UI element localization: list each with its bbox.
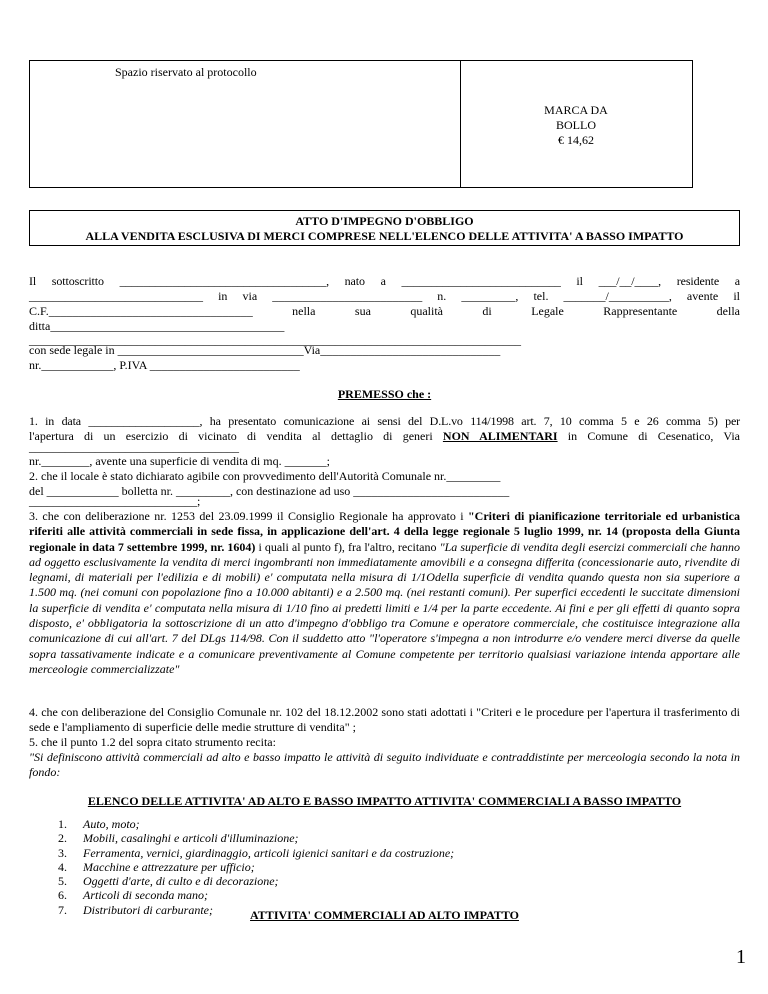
- premesso-heading: PREMESSO che :: [337, 387, 432, 401]
- list-item: [29, 860, 740, 874]
- list-item: [29, 831, 740, 845]
- p1-text-c: in Comune di Cesenatico, Via: [557, 429, 740, 443]
- intro-line-5: __________________________________________________________________________________: [29, 333, 521, 347]
- list-item-number: 4.: [58, 859, 67, 874]
- p1-text-a: l'apertura di un esercizio di vicinato di vendita al dettaglio di generi: [29, 429, 443, 443]
- protocol-box: [29, 60, 693, 188]
- list-item-number: 2.: [58, 831, 67, 846]
- p1-non-alimentari: NON ALIMENTARI: [442, 429, 558, 443]
- p5-line-1: 5. che il punto 1.2 del sopra citato strumento recita:: [29, 735, 276, 749]
- high-impact-heading: ATTIVITA' COMMERCIALI AD ALTO IMPATTO: [250, 908, 519, 922]
- p2-line-2: del ____________ bolletta nr. _________, con destinazione ad uso __________________________: [29, 484, 510, 498]
- p3-mid: i quali al punto f), fra l'altro, recitano: [255, 539, 440, 554]
- stamp-line-3: € 14,62: [558, 133, 594, 147]
- list-item-text: Mobili, casalinghi e articoli d'illuminazione;: [83, 831, 299, 846]
- p4-paragraph: 4. che con deliberazione del Consiglio Comunale nr. 102 del 18.12.2002 sono stati adottati i "Criteri e le procedure per l'apertura il trasferimento di sede e l'ampliamento di superficie delle medie strutture di vendita" ;: [29, 705, 740, 735]
- list-item: [29, 817, 740, 831]
- p3-paragraph: [29, 509, 740, 677]
- title-line-1: ATTO D'IMPEGNO D'OBBLIGO: [295, 214, 474, 228]
- list-item-text: Articoli di seconda mano;: [83, 888, 208, 903]
- low-impact-list: [29, 817, 740, 917]
- p5-quote: "Si definiscono attività commerciali ad alto e basso impatto le attività di seguito individuate e contraddistinte per merceologia secondo la nota in fondo:: [29, 750, 740, 780]
- intro-line-6: con sede legale in _______________________________Via______________________________: [29, 343, 501, 357]
- list-item-text: Oggetti d'arte, di culto e di decorazione;: [83, 874, 279, 889]
- intro-line-7: nr.____________, P.IVA _________________________: [29, 358, 300, 372]
- list-item: [29, 874, 740, 888]
- stamp-line-2: BOLLO: [556, 118, 596, 132]
- title-line-2: ALLA VENDITA ESCLUSIVA DI MERCI COMPRESE NELL'ELENCO DELLE ATTIVITA' A BASSO IMPATTO: [85, 229, 684, 243]
- intro-line-3: C.F.__________________________________ nella sua qualità di Legale Rappresentante della: [29, 304, 740, 318]
- list-item-number: 1.: [58, 817, 67, 831]
- list-item-number: 7.: [58, 902, 67, 917]
- page-number: 1: [736, 946, 746, 968]
- stamp-area: [460, 103, 692, 148]
- title-box: [29, 210, 740, 246]
- p2-line-3: ____________________________;: [29, 494, 201, 508]
- intro-line-2: _____________________________ in via _________________________ n. _________, tel. _______/__________, avente il: [29, 289, 740, 303]
- list-item-text: Distributori di carburante;: [83, 902, 214, 917]
- list-item-number: 3.: [58, 845, 67, 860]
- list-item: [29, 888, 740, 902]
- intro-line-4: ditta_______________________________________: [29, 319, 285, 333]
- list-item-number: 5.: [58, 874, 67, 889]
- list-item: [29, 846, 740, 860]
- list-heading: ELENCO DELLE ATTIVITA' AD ALTO E BASSO IMPATTO ATTIVITA' COMMERCIALI A BASSO IMPATTO: [87, 794, 682, 808]
- protocol-label: Spazio riservato al protocollo: [115, 65, 257, 79]
- list-item-number: 6.: [58, 888, 67, 903]
- p1-line-4: nr.________, avente una superficie di vendita di mq. _______;: [29, 454, 330, 468]
- p3-lead: 3. che con deliberazione nr. 1253 del 23.09.1999 il Consiglio Regionale ha approvato i: [29, 509, 468, 523]
- intro-line-1: Il sottoscritto ___________________________________, nato a ___________________________ il ___/__/____, residente a: [29, 274, 740, 288]
- list-item-text: Ferramenta, vernici, giardinaggio, articoli igienici sanitari e da costruzione;: [83, 845, 455, 860]
- stamp-line-1: MARCA DA: [544, 103, 608, 117]
- list-item-text: Auto, moto;: [83, 817, 140, 831]
- p3-quote: "La superficie di vendita degli esercizi commerciali che hanno ad oggetto esclusivamente la vendita di merci ingombranti non immediatamente amovibili e a consegna differita (concessionarie auto, rivendite di legnami, di materiali per l'edilizia e di mobili) e' computata nella misura di 1/1Odella superficie di vendita quando questa non sia superiore a 1.500 mq. (nei comuni con popolazione fino a 10.000 abitanti) e a 2.500 mq. (nei restanti comuni). Per superfici eccedenti le succitate dimensioni la superficie di vendita e' computata nella misura di 1/10 fino ai predetti limiti e 1/4 per la parte eccedente. Ai fini e per gli effetti di quanto sopra disposto, e' obbligatoria la sottoscrizione di un atto d'impegno d'obbligo tra Comune e operatore commerciale, che costituisce integrazione alla comunicazione di cui all'art. 7 del DLgs 114/98. Con il suddetto atto "l'operatore s'impegna a non introdurre e/o vendere merci diverse da quelle sopra tassativamente indicate e a comunicare preventivamente al Comune competente per territorio qualsiasi variazione intenda apportare alle merceologie commercializzate": [29, 539, 740, 676]
- list-item-text: Macchine e attrezzature per ufficio;: [83, 859, 255, 874]
- p1-line-3: ___________________________________: [29, 440, 239, 454]
- p1-line-1: 1. in data ___________________, ha presentato comunicazione ai sensi del D.L.vo 114/1998 art. 7, 10 comma 5 e 26 comma 5) per: [29, 414, 740, 428]
- p2-line-1: 2. che il locale è stato dichiarato agibile con provvedimento dell'Autorità Comunale nr._________: [29, 469, 501, 483]
- p3-bold: "Criteri di pianificazione territoriale ed urbanistica riferiti alle attività commerciali in sede fissa, in applicazione dell'art. 4 della legge regionale 5 luglio 1999, nr. 14 (proposta della Giunta regionale in data 7 settembre 1999, nr. 1604): [29, 509, 740, 554]
